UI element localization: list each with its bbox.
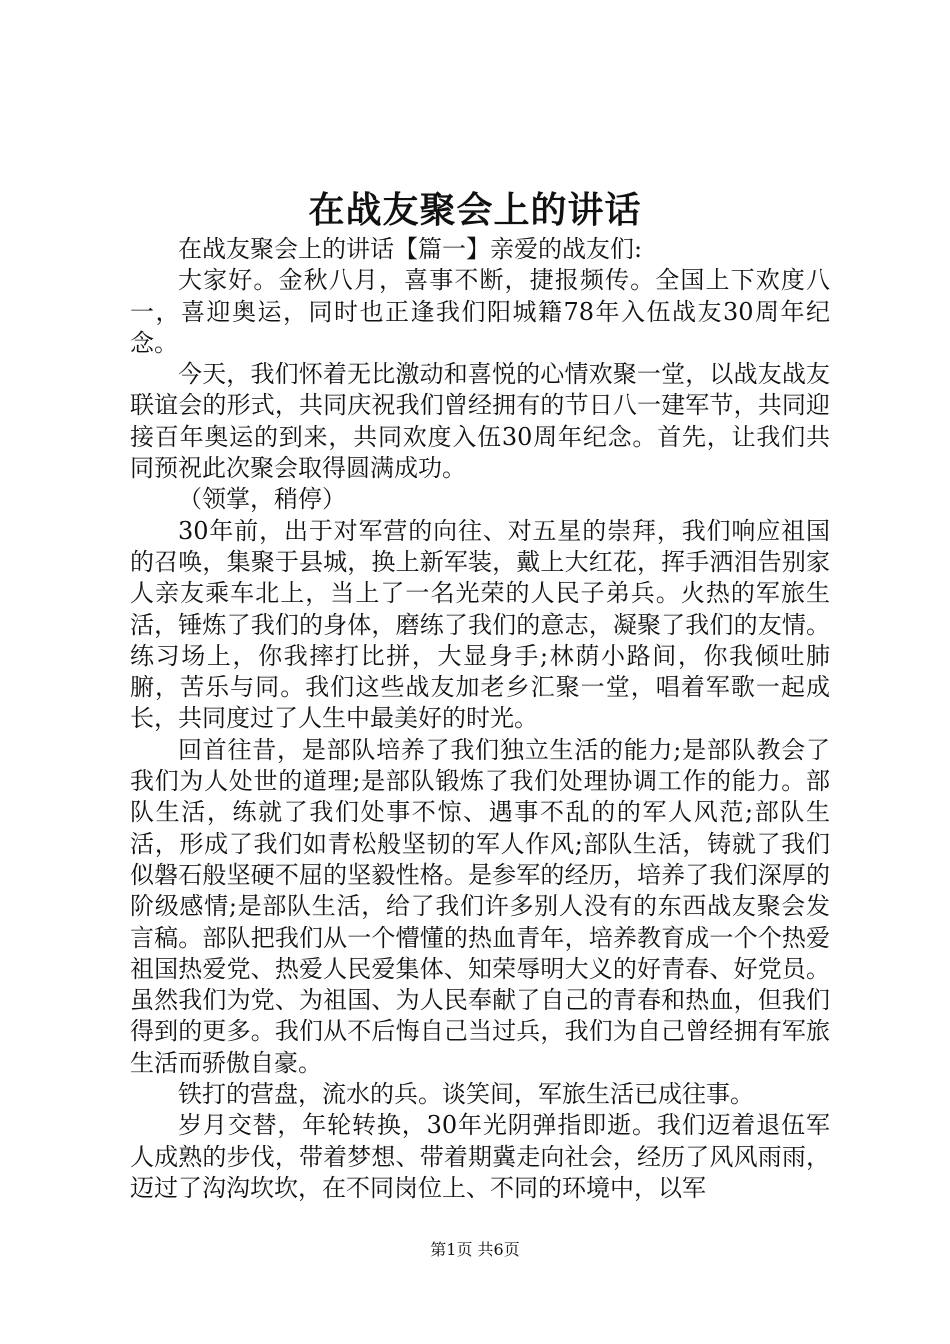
paragraph-intro: 在战友聚会上的讲话【篇一】亲爱的战友们: (178, 235, 643, 263)
page-number-footer: 第1页 共6页 (430, 1240, 520, 1259)
document-body (130, 234, 830, 1204)
document-title: 在战友聚会上的讲话 (308, 189, 642, 231)
paragraph-today: 今天，我们怀着无比激动和喜悦的心情欢聚一堂，以战友战友联谊会的形式，共同庆祝我们曾经拥有的节日八一建军节，共同迎接百年奥运的到来，共同欢度入伍30周年纪念。首先，让我们共同预祝此次聚会取得圆满成功。 (130, 360, 830, 483)
paragraph-years-pass: 岁月交替，年轮转换，30年光阴弹指即逝。我们迈着退伍军人成熟的步伐，带着梦想、带着期冀走向社会，经历了风风雨雨，迈过了沟沟坎坎，在不同岗位上、不同的环境中，以军 (130, 1111, 830, 1202)
paragraph-applause-note: （领掌，稍停） (178, 485, 346, 514)
paragraph-thirty-years-ago: 30年前，出于对军营的向往、对五星的崇拜，我们响应祖国的召唤，集聚于县城，换上新军装，戴上大红花，挥手洒泪告别家人亲友乘车北上，当上了一名光荣的人民子弟兵。火热的军旅生活，锤炼了我们的身体，磨练了我们的意志，凝聚了我们的友情。练习场上，你我摔打比拼，大显身手;林荫小路间，你我倾吐肺腑，苦乐与同。我们这些战友加老乡汇聚一堂，唱着军歌一起成长，共同度过了人生中最美好的时光。 (130, 516, 830, 733)
paragraph-looking-back: 回首往昔，是部队培养了我们独立生活的能力;是部队教会了我们为人处世的道理;是部队锻炼了我们处理协调工作的能力。部队生活，练就了我们处事不惊、遇事不乱的的军人风范;部队生活，形成了我们如青松般坚韧的军人作风;部队生活，铸就了我们似磐石般坚硬不屈的坚毅性格。是参军的经历，培养了我们深厚的阶级感情;是部队生活，给了我们许多别人没有的东西战友聚会发言稿。部队把我们从一个懵懂的热血青年，培养教育成一个个热爱祖国热爱党、热爱人民爱集体、知荣辱明大义的好青春、好党员。虽然我们为党、为祖国、为人民奉献了自己的青春和热血，但我们得到的更多。我们从不后悔自己当过兵，我们为自己曾经拥有军旅生活而骄傲自豪。 (130, 735, 830, 1077)
paragraph-greeting: 大家好。金秋八月，喜事不断，捷报频传。全国上下欢度八一，喜迎奥运，同时也正逢我们阳城籍78年入伍战友30周年纪念。 (130, 266, 830, 357)
paragraph-iron-camp: 铁打的营盘，流水的兵。谈笑间，军旅生活已成往事。 (178, 1080, 754, 1109)
